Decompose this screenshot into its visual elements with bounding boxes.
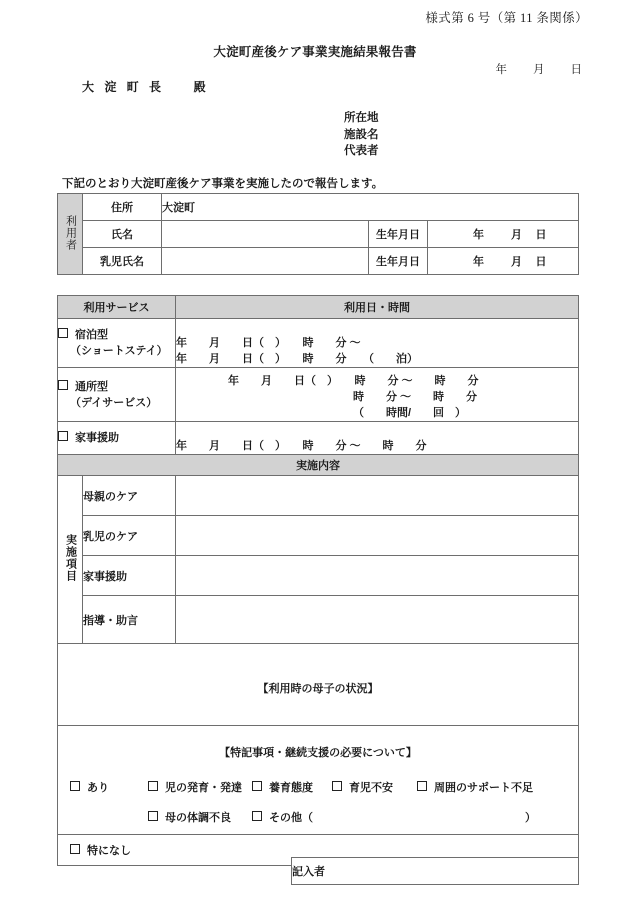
address-value[interactable]: 大淀町 xyxy=(162,194,579,221)
datetime-line: 年 月 日（ ） 時 分 ～ xyxy=(176,337,361,349)
checkbox-icon[interactable] xyxy=(58,431,68,441)
service-sublabel-shortstay: （ショートステイ） xyxy=(70,345,168,357)
checkbox-icon[interactable] xyxy=(58,380,68,390)
remark-option-growth[interactable] xyxy=(148,779,252,795)
birth-year-label-2: 年 xyxy=(473,256,484,268)
content-item-value-housework[interactable] xyxy=(176,556,579,596)
section-heading-status: 【利用時の母子の状況】 xyxy=(257,682,379,695)
remarks-section-box xyxy=(58,726,579,835)
table-row xyxy=(58,516,579,556)
checkbox-icon[interactable] xyxy=(148,781,158,791)
table-row xyxy=(58,194,579,221)
content-item-label-infant-care: 乳児のケア xyxy=(83,516,176,556)
remark-option-label: 児の発育・発達 xyxy=(165,782,242,794)
status-section-box[interactable] xyxy=(58,644,579,726)
service-option-dayservice[interactable] xyxy=(58,368,176,422)
table-row xyxy=(58,476,579,516)
writer-table xyxy=(291,857,579,885)
representative-label: 代表者 xyxy=(344,145,379,157)
content-item-label-housework: 家事援助 xyxy=(83,556,176,596)
remark-option-label: 養育態度 xyxy=(269,782,313,794)
birth-day-label: 日 xyxy=(535,229,547,241)
birthdate-value-2[interactable] xyxy=(428,248,579,275)
content-row-header-label: 実施項目 xyxy=(64,534,77,582)
remark-option-parenting-attitude[interactable] xyxy=(252,779,332,795)
service-sublabel-dayservice: （デイサービス） xyxy=(70,396,158,409)
remarks-options-row-1 xyxy=(58,779,578,795)
table-row xyxy=(58,296,579,319)
user-info-table xyxy=(57,193,579,275)
datetime-line: 年 月 日（ ） 時 分 ～ 時 分 xyxy=(176,440,427,452)
report-date-line xyxy=(496,61,583,77)
table-row xyxy=(58,368,579,422)
checkbox-icon[interactable] xyxy=(417,781,427,791)
service-label-shortstay: 宿泊型 xyxy=(75,329,108,341)
content-row-header xyxy=(58,476,83,644)
remark-option-other-close: ） xyxy=(525,812,536,824)
name-label: 氏名 xyxy=(83,221,162,248)
table-row xyxy=(292,858,579,885)
form-code: 様式第 6 号（第 11 条関係） xyxy=(425,11,588,25)
remark-option-childcare-anxiety[interactable] xyxy=(332,779,417,795)
service-datetime-dayservice[interactable] xyxy=(176,368,579,422)
checkbox-icon[interactable] xyxy=(58,328,68,338)
infant-name-label: 乳児氏名 xyxy=(83,248,162,275)
remark-option-label: 特になし xyxy=(87,845,131,857)
remark-option-label: 育児不安 xyxy=(349,782,393,794)
datetime-line: 時 分 ～ 時 分 xyxy=(353,391,478,403)
col-header-datetime: 利用日・時間 xyxy=(176,296,579,319)
location-label: 所在地 xyxy=(344,112,379,124)
table-row xyxy=(58,422,579,455)
birthdate-label-1: 生年月日 xyxy=(369,221,428,248)
remark-option-mother-health[interactable] xyxy=(148,809,252,825)
remarks-options-row-2 xyxy=(58,809,578,825)
checkbox-icon[interactable] xyxy=(252,811,262,821)
table-row xyxy=(58,596,579,644)
address-label: 住所 xyxy=(83,194,162,221)
checkbox-icon[interactable] xyxy=(70,781,80,791)
infant-name-value[interactable] xyxy=(162,248,369,275)
remark-option-label: あり xyxy=(87,782,109,794)
service-label-dayservice: 通所型 xyxy=(75,380,108,393)
datetime-line: （ 時間/ 回 ） xyxy=(353,407,467,419)
service-and-content-table xyxy=(57,295,579,866)
writer-cell[interactable] xyxy=(292,858,579,885)
content-item-label-mother-care: 母親のケア xyxy=(83,476,176,516)
service-datetime-housework[interactable] xyxy=(176,422,579,455)
content-item-value-mother-care[interactable] xyxy=(176,476,579,516)
table-row xyxy=(58,556,579,596)
birthdate-label-2: 生年月日 xyxy=(369,248,428,275)
content-item-label-guidance: 指導・助言 xyxy=(83,596,176,644)
datetime-line: 年 月 日（ ） 時 分 ～ 時 分 xyxy=(228,375,479,387)
remark-option-lack-of-support[interactable] xyxy=(417,779,533,795)
table-row xyxy=(58,221,579,248)
col-header-service: 利用サービス xyxy=(58,296,176,319)
remark-option-none[interactable] xyxy=(70,842,131,858)
date-year-label: 年 xyxy=(495,64,507,76)
section-heading-remarks: 【特記事項・継続支援の必要について】 xyxy=(219,747,417,759)
checkbox-icon[interactable] xyxy=(252,781,262,791)
service-option-housework[interactable] xyxy=(58,422,176,455)
checkbox-icon[interactable] xyxy=(70,844,80,854)
user-row-header xyxy=(58,194,83,275)
page-title: 大淀町産後ケア事業実施結果報告書 xyxy=(213,45,417,59)
table-row xyxy=(58,319,579,368)
content-item-value-guidance[interactable] xyxy=(176,596,579,644)
service-option-shortstay[interactable] xyxy=(58,319,176,368)
section-heading-content: 実施内容 xyxy=(58,455,579,476)
birth-month-label: 月 xyxy=(511,229,522,241)
date-day-label: 日 xyxy=(570,64,582,76)
user-row-header-label: 利用者 xyxy=(64,214,77,251)
birthdate-value-1[interactable] xyxy=(428,221,579,248)
service-datetime-shortstay[interactable] xyxy=(176,319,579,368)
table-row xyxy=(58,248,579,275)
remarks-options-row-3 xyxy=(58,842,578,858)
writer-label: 記入者 xyxy=(292,866,325,878)
datetime-line: 年 月 日（ ） 時 分 （ 泊） xyxy=(176,353,418,365)
table-row xyxy=(58,726,579,835)
addressee: 大 淀 町 長 殿 xyxy=(82,80,210,94)
facility-info-block xyxy=(344,110,379,160)
checkbox-icon[interactable] xyxy=(332,781,342,791)
checkbox-icon[interactable] xyxy=(148,811,158,821)
table-row xyxy=(58,455,579,476)
birth-day-label-2: 日 xyxy=(535,256,547,268)
name-value[interactable] xyxy=(162,221,369,248)
birth-year-label: 年 xyxy=(473,229,484,241)
remark-option-present[interactable] xyxy=(70,779,148,795)
remark-option-label: その他（ xyxy=(269,812,313,824)
service-label-housework: 家事援助 xyxy=(75,432,119,444)
remark-option-label: 周囲のサポート不足 xyxy=(434,782,533,794)
facility-name-label: 施設名 xyxy=(344,128,379,141)
remark-option-other[interactable] xyxy=(252,809,313,825)
date-month-label: 月 xyxy=(533,64,545,76)
content-item-value-infant-care[interactable] xyxy=(176,516,579,556)
lead-text: 下記のとおり大淀町産後ケア事業を実施したので報告します。 xyxy=(62,178,384,190)
table-row xyxy=(58,644,579,726)
birth-month-label-2: 月 xyxy=(511,256,522,268)
remark-option-label: 母の体調不良 xyxy=(165,812,231,824)
